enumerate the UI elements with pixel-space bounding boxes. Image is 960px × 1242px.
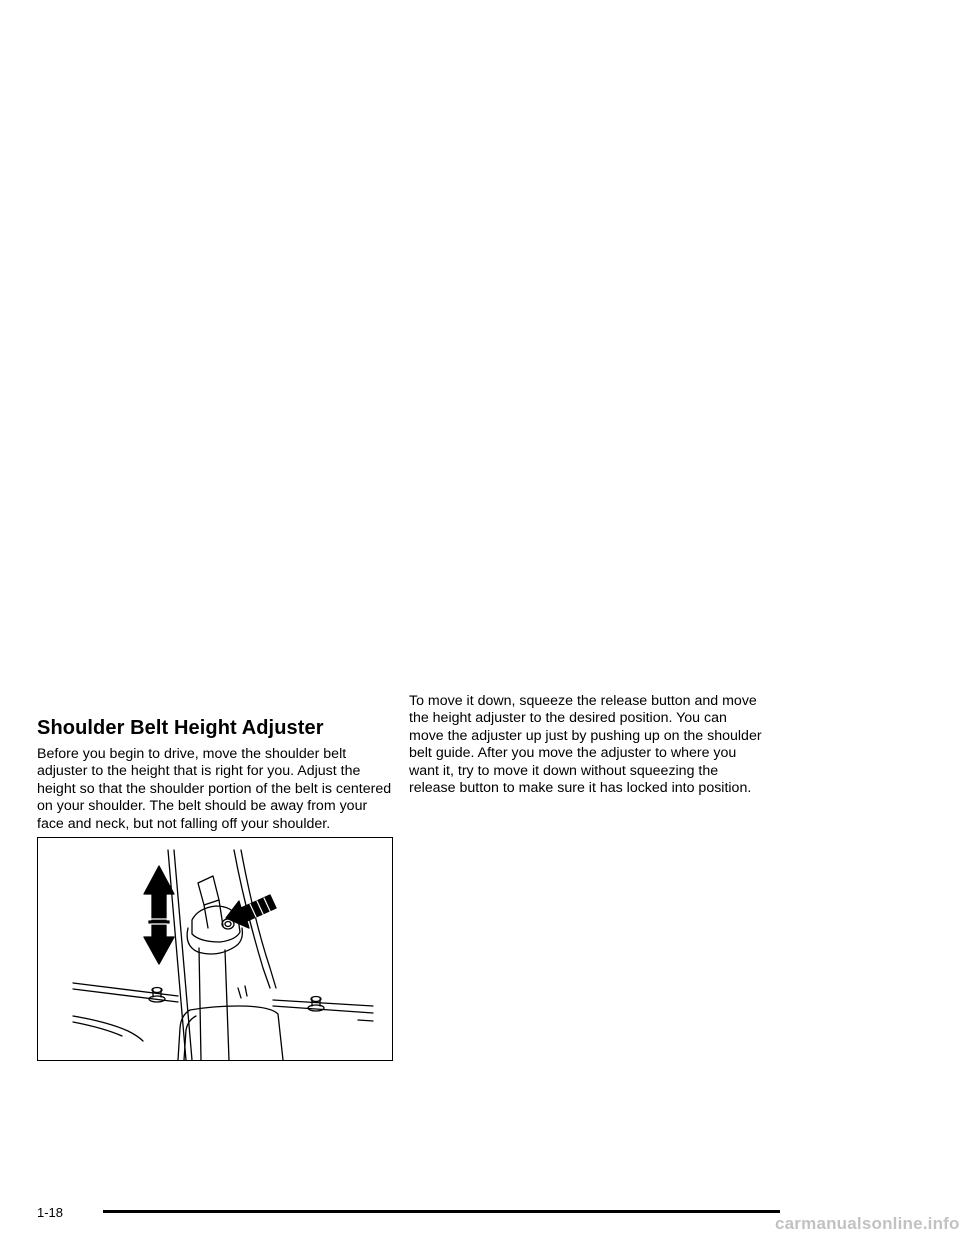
footer-rule	[103, 1210, 780, 1213]
lower-trim	[178, 1006, 283, 1060]
watermark-text: carmanualsonline.info	[775, 1214, 960, 1233]
page-number: 1-18	[37, 1205, 64, 1220]
text-line: on your shoulder. The belt should be away from your	[37, 798, 368, 815]
belt-adjuster-illustration	[37, 837, 393, 1061]
text-line: To move it down, squeeze the release button and move	[409, 693, 757, 709]
trim-panel-lines	[73, 983, 373, 1041]
text-line: move the adjuster up just by pushing up on the shoulder	[409, 727, 762, 744]
door-pillar	[168, 850, 276, 1060]
text-line: height so that the shoulder portion of the belt is centered	[37, 780, 392, 797]
text-line: want it, try to move it down without squeezing the	[409, 762, 719, 779]
up-down-arrow-icon	[144, 866, 174, 964]
text-line: face and neck, but not falling off your shoulder.	[37, 815, 331, 832]
right-paragraph	[409, 693, 789, 797]
text-line: belt guide. After you move the adjuster to where you	[409, 745, 737, 762]
text-line: the height adjuster to the desired position. You can	[409, 710, 727, 727]
text-line: Before you begin to drive, move the shoulder belt	[37, 746, 347, 762]
seat-belt-webbing	[199, 948, 247, 1060]
text-line: release button to make sure it has locked into position.	[409, 780, 752, 797]
text-line: adjuster to the height that is right for you. Adjust the	[37, 763, 361, 780]
section-heading: Shoulder Belt Height Adjuster	[37, 717, 324, 739]
left-paragraph	[37, 746, 402, 833]
adjuster-track	[198, 876, 223, 928]
